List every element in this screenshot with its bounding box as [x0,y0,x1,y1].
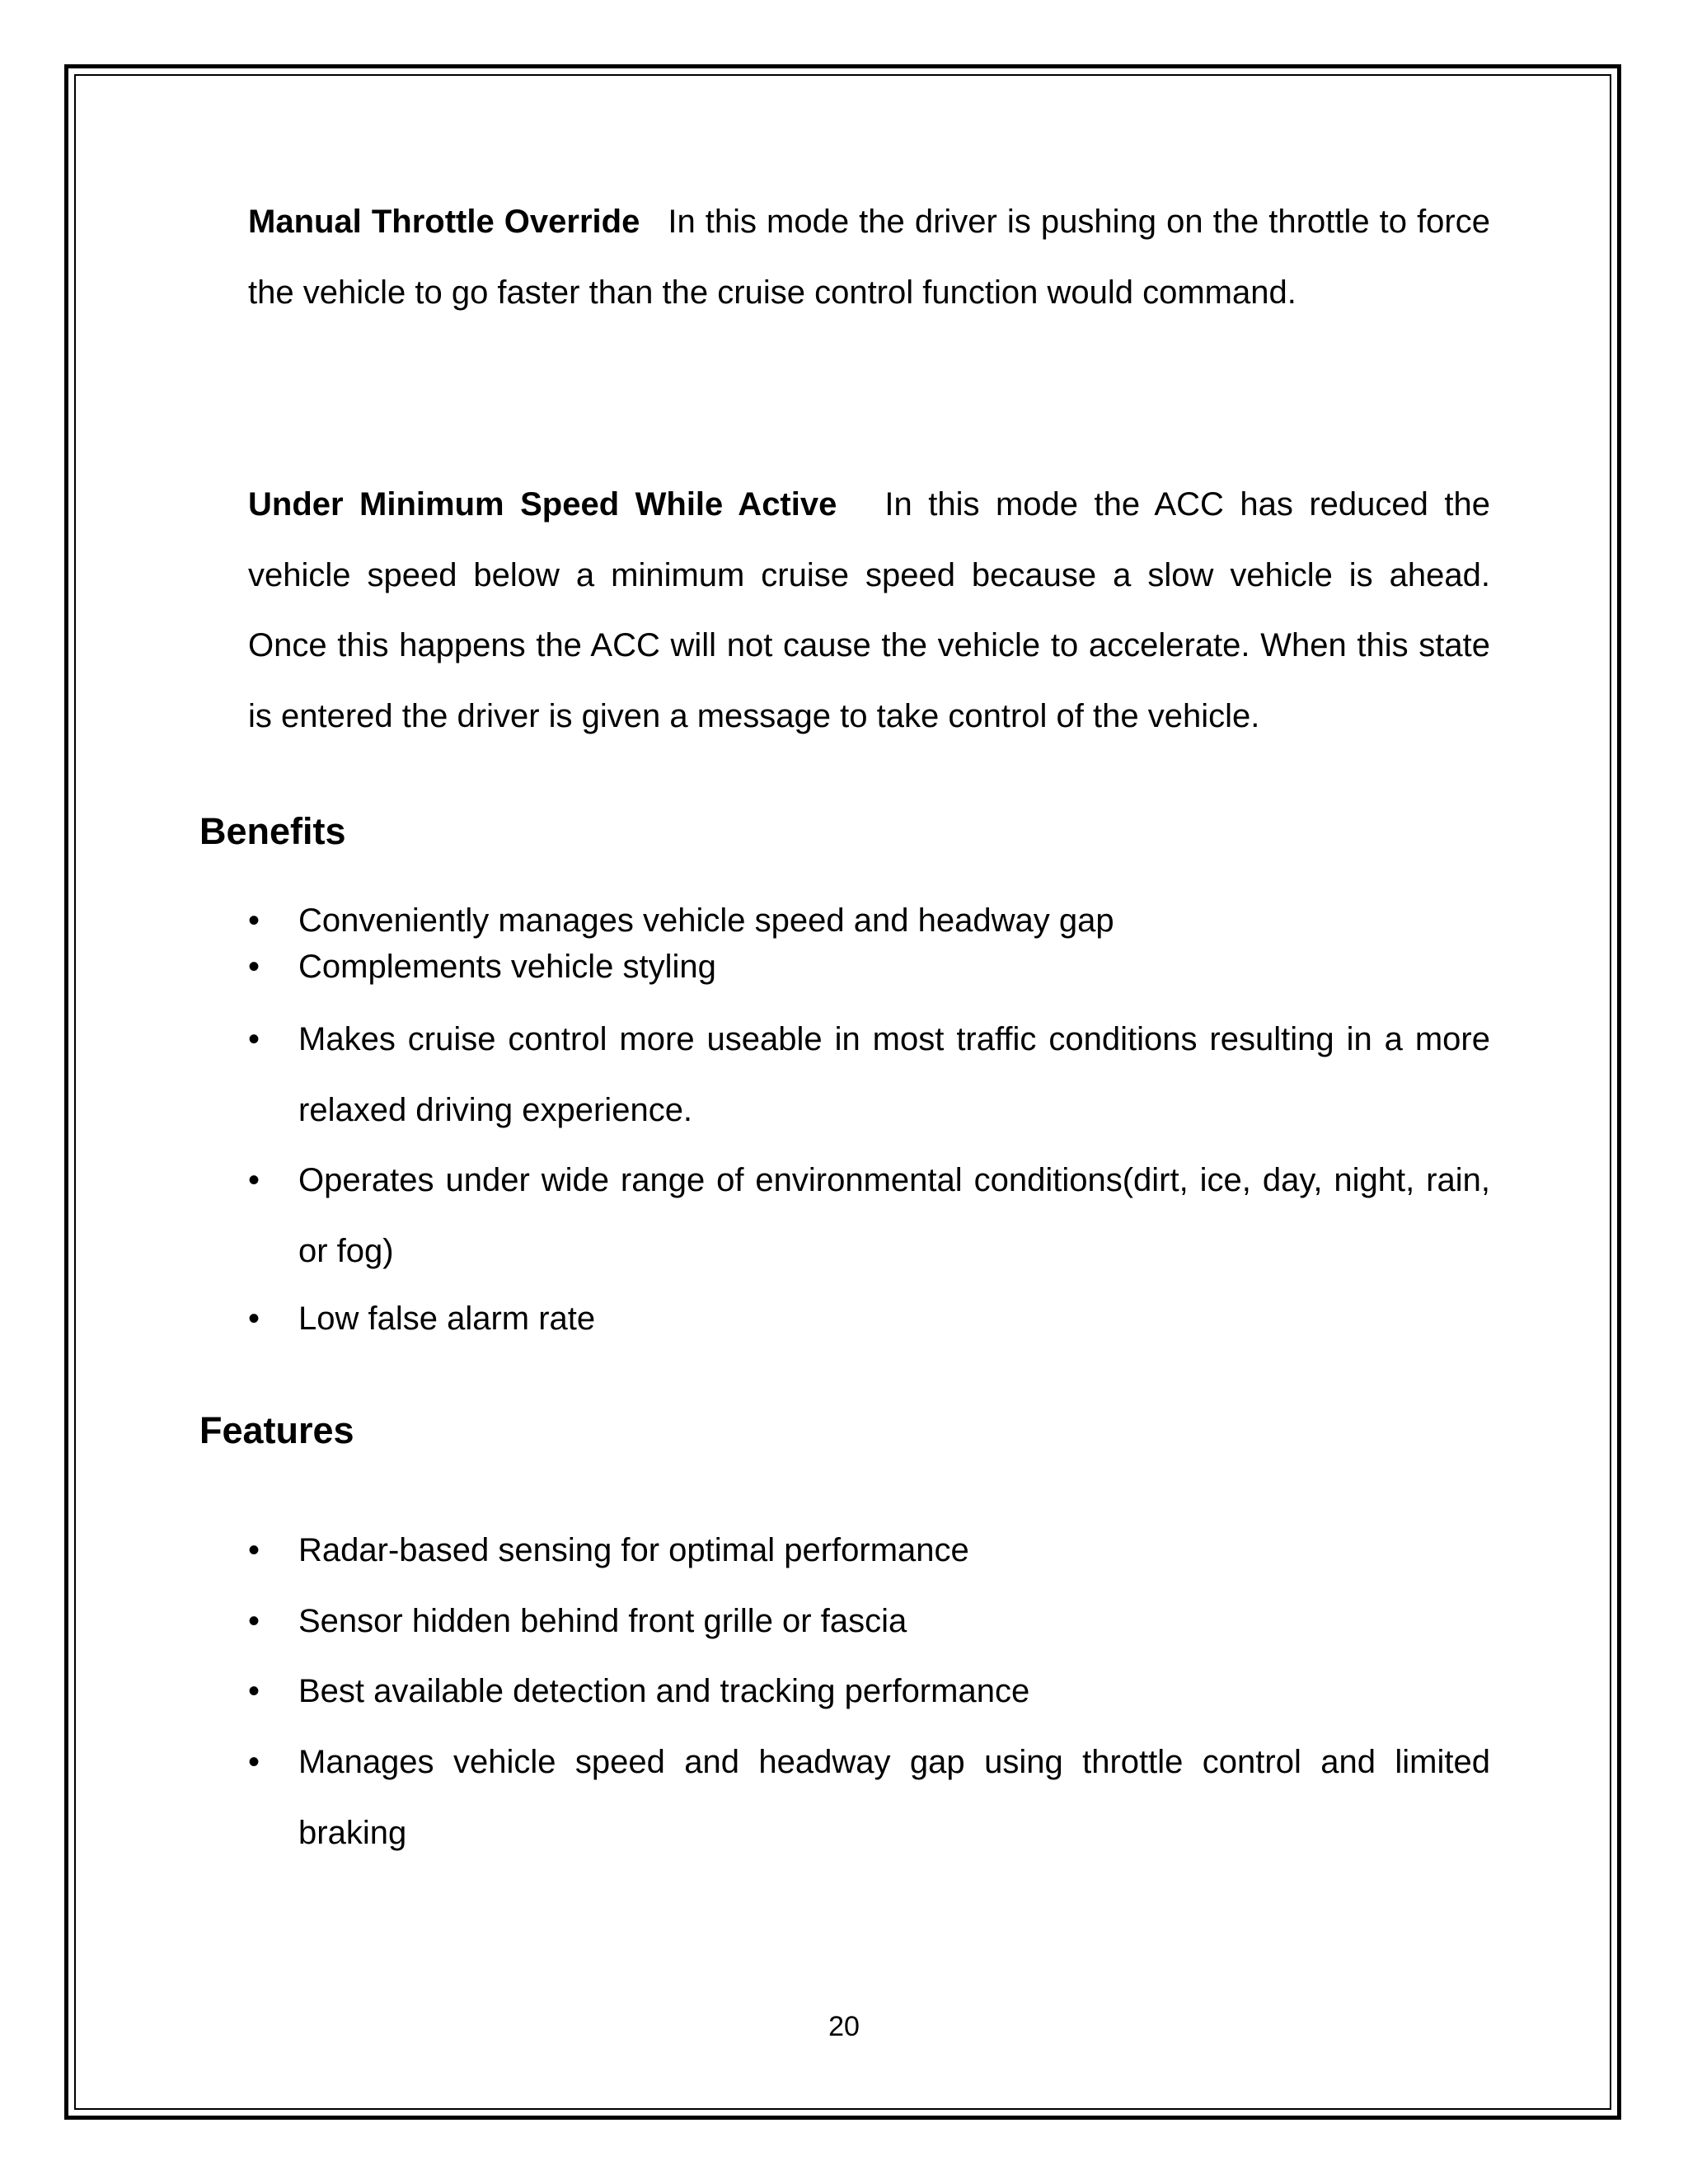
benefits-heading: Benefits [199,810,346,852]
paragraph-body: In this mode the driver is pushing on the throttle to force the vehicle to go faster than the cruise control function would command. [248,204,1490,311]
paragraph-lead: Under Minimum Speed While Active [248,486,837,523]
bullet-icon: • [248,1021,260,1057]
paragraph-manual-throttle-override [248,187,1490,328]
bullet-icon: • [248,1744,260,1780]
list-item-text: Manages vehicle speed and headway gap using throttle control and limited braking [298,1744,1490,1851]
paragraph-lead: Manual Throttle Override [248,204,640,240]
paragraph-under-minimum-speed [248,470,1490,752]
list-item-text: Best available detection and tracking performance [298,1673,1030,1709]
page-number: 20 [828,2011,860,2042]
bullet-icon: • [248,1673,260,1709]
bullet-icon: • [248,1603,260,1639]
bullet-icon: • [248,949,260,985]
bullet-icon: • [248,1162,260,1198]
bullet-icon: • [248,1532,260,1568]
list-item-text: Radar-based sensing for optimal performance [298,1532,969,1568]
bullet-icon: • [248,1301,260,1337]
list-item-text: Sensor hidden behind front grille or fascia [298,1603,907,1639]
list-item-text: Makes cruise control more useable in most traffic conditions resulting in a more relaxed driving experience. [298,1021,1490,1128]
bullet-icon: • [248,902,260,939]
list-item-text: Conveniently manages vehicle speed and headway gap [298,902,1114,939]
paragraph-body: In this mode the ACC has reduced the vehicle speed below a minimum cruise speed because a slow vehicle is ahead. Once this happens the ACC will not cause the vehicle to accelerate. When this state is entered the driver is given a message to take control of the vehicle. [248,486,1490,734]
list-item-text: Operates under wide range of environmental conditions(dirt, ice, day, night, rain, or fog) [298,1162,1490,1269]
features-heading: Features [199,1409,354,1451]
list-item-text: Low false alarm rate [298,1301,596,1337]
list-item-text: Complements vehicle styling [298,949,716,985]
